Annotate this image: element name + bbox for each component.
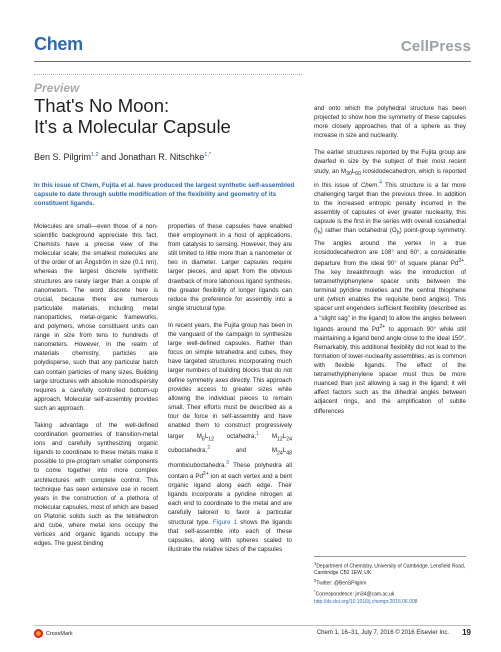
author-name: Ben S. Pilgrim: [34, 152, 92, 162]
text-run: These polyhedra all contain a Pd: [168, 461, 292, 481]
subscript: 12: [277, 436, 283, 443]
body-column-2: [168, 222, 292, 562]
subscript: 48: [286, 450, 292, 457]
reference-link[interactable]: 2: [207, 445, 211, 452]
footnote-doi: [314, 599, 466, 606]
paragraph: [168, 321, 292, 554]
figure-link[interactable]: Figure 1: [213, 518, 238, 526]
text-run: The earlier structures reported by the Fujita group are dwarfed in size by the subject of their most recent study, an M: [314, 149, 466, 175]
author-affiliation: 1,2: [91, 152, 99, 158]
author-list: [34, 152, 306, 162]
section-label: Preview: [34, 81, 80, 95]
text-run: and M: [210, 447, 278, 455]
text-run: In recent years, the Fujita group has been in the vanguard of the campaign to synthesize large well-defined capsules. Rather than focus on simple tetrahedra and cubes, they have targeted structures incorporating much larger numbers of building blocks that do not define symmetry axes directly. This approach provides access to greater sizes while allowing the individual pieces to remain small. Their efforts must be described as a tour de force in self-assembly and have enabled them to construct progressively larger M: [168, 321, 292, 441]
paragraph: and onto which the polyhedral structure has been projected to show how the symmetry of these capsules more closely approaches that of a sphere as they increase in size and nuclearity.: [314, 105, 466, 140]
reference-link[interactable]: 1: [256, 431, 259, 438]
text-run: to approach 90° while still maintaining a ligand bend angle close to the ideal 150°. Remarkably, this additional flexibility did not lead to the formation of lower-nuclearity assemblies, as is common with flexible ligands. The effect of the tetramethylphenylene spacer must thus be more nuanced than just allowing a sag in the ligand; it will affect factors such as the dihedral angles between adjacent rings, and the amplification of subtle differences: [314, 325, 466, 415]
subscript: h: [396, 230, 400, 237]
journal-name: Chem: [360, 181, 378, 189]
crossmark-badge[interactable]: [34, 629, 73, 638]
text-run: M: [258, 433, 278, 441]
paragraph: The earlier structures reported by the Fujita group are dwarfed in size by the subject of their most recent study, an $M_{30}L_{60}$ icosidodecahedron, which is reported in this issue of Chem.$^4$ This structure is a far more challenging target than the previous three. In addition to the increased entropic penalty incurred in the assembly of capsules of ever greater nuclearity, this capsule is the first in the series with overall icosahedral $(I_h)$ rather than octahedral $(O_h)$ point-group symmetry. The angles around the vertex in a true icosidodecahedron are 108° and 60°, a considerable departure from the ideal 90° of square planar $Pd^{2+}$. The key breakthrough was the introduction of tetramethylphenylene spacer units between the terminal pyridine moieties and the central thiophene unit (which enables the requisite bend angles). This spacer unit engenders sufficient flexibility (described as a "slight sag" in the ligand) to allow the angles between ligands around the $Pd^{2+}$ to approach 90° while still maintaining a ligand bend angle close to the ideal 150°. Remarkably, this additional flexibility did not lead to the formation of lower-nuclearity assemblies, as is common with flexible ligands. The effect of the tetramethylphenylene spacer must thus be more nuanced than just allowing a sag in the ligand; it will affect factors such as the dihedral angles between adjacent rings, and the amplification of subtle differences: [314, 149, 466, 415]
superscript: 2+: [458, 257, 465, 264]
subscript: 60: [355, 170, 362, 177]
page-number: 19: [462, 628, 471, 637]
doi-link[interactable]: http://dx.doi.org/10.1016/j.chempr.2016.06.008: [314, 599, 418, 606]
publisher-logo: CellPress: [400, 38, 471, 55]
superscript: 2+: [379, 323, 386, 330]
text-run: L: [351, 167, 356, 175]
footnote-affiliation: [314, 561, 466, 577]
text-run: ) rather than octahedral (O: [320, 227, 397, 235]
text-run: ) point-group symmetry. The angles around the vertex in a true icosidodecahedron are 108° and 60°, a considerable departure from the ideal 90° of square planar Pd: [314, 227, 466, 267]
text-run: icosidodecahedron, which is reported in this issue of: [314, 167, 466, 189]
paragraph: Molecules are small—even those of a non-scientific background appreciate this fact. Chemists have a precise view of the molecular scale; the smallest molecules are of the order of an Ångström in size (0.1 nm), whereas the largest discrete synthetic structures are rarely larger than a couple of nanometers. The word discrete here is crucial, because there are numerous particulate materials, including metal nanoparticles, metal-organic frameworks, and polymers, whose constituent units can range in size from tens to hundreds of nanometers. However, in the realm of materials chemistry, particles are polydisperse, such that any particular batch can contain particles of many sizes. Building large structures with absolute monodispersity requires a carefully controlled bottom-up approach. Molecular self-assembly provides such an approach.: [34, 223, 158, 412]
footnote-mark: 2: [314, 578, 317, 584]
author-affiliation: 1,*: [204, 152, 211, 158]
text-run: octahedra,: [213, 433, 257, 441]
crossmark-icon: [34, 629, 43, 638]
footnotes: [314, 561, 466, 607]
subscript: 24: [286, 436, 292, 443]
article-title: [34, 95, 304, 137]
text-run: ion at each vertex and a bent organic ligand along each edge. Their ligands incorporate a pyridine nitrogen at each end to coordinate to the metal and are carefully tailored to favor a particular structural type.: [168, 473, 292, 526]
section-divider: [34, 74, 302, 75]
body-column-1: [34, 222, 158, 556]
subscript: 30: [346, 170, 352, 177]
text-run: cuboctahedra,: [168, 447, 208, 455]
text-run: This structure is a far more challenging target than the previous three. In addition to the increased entropic penalty incurred in the assembly of capsules of ever greater nuclearity, this capsule is the first in the series with overall icosahedral (I: [314, 181, 466, 235]
subscript: 6: [201, 436, 205, 443]
footnote-text: Department of Chemistry, University of Cambridge, Lensfield Road, Cambridge CB2 1EW, UK: [314, 563, 466, 577]
superscript: 2+: [202, 471, 209, 477]
text-run: L: [204, 433, 209, 441]
text-run: . The key breakthrough was the introduction of tetramethylphenylene spacer units between the terminal pyridine moieties and the central thiophene unit (which enables the requisite bend angles). This spacer unit engenders sufficient flexibility (described as a "slight sag" in the ligand) to allow the angles between ligands around the Pd: [314, 260, 466, 333]
footnote-divider: [314, 556, 466, 557]
crossmark-label: CrossMark: [46, 630, 73, 637]
title-line-1: That's No Moon:: [34, 95, 170, 116]
header-divider: [34, 61, 471, 62]
reference-link[interactable]: 3: [226, 459, 230, 466]
footnote-text: Correspondence: jrn34@cam.ac.uk: [315, 591, 395, 598]
title-line-2: It's a Molecular Capsule: [34, 116, 231, 137]
body-column-3: [314, 104, 466, 424]
text-run: L: [282, 447, 287, 455]
text-run: L: [282, 433, 287, 441]
footnote-mark: *: [314, 588, 316, 594]
footnote-mark: 1: [314, 561, 317, 566]
journal-logo: Chem: [34, 34, 83, 54]
text-run: rhombicuboctahedra.: [168, 461, 227, 469]
lead-paragraph: In this issue of Chem, Fujita et al. have produced the largest synthetic self-assembled capsule to date through subtle modification of the flexibility and geometry of its constituent ligands.: [34, 182, 295, 207]
subscript: h: [317, 230, 321, 237]
citation-line: Chem 1, 16–31, July 7, 2016 © 2016 Elsevier Inc.: [316, 630, 449, 636]
footnote-twitter: [314, 578, 466, 587]
author-separator: and: [98, 152, 119, 162]
paragraph: Taking advantage of the well-defined coordination geometries of transition-metal ions and carefully synthesizing organic ligands to coordinate to these metals make it possible to pre-program smaller components to come together into more complex architectures with complete control. This technique has seen extensive use in recent years in the construction of a plethora of molecular capsules, most of which are based on Platonic solids such as the tetrahedron and cube, where metal ions occupy the vertices and organic ligands occupy the edges. The guest binding: [34, 421, 158, 548]
author-name: Jonathan R. Nitschke: [118, 152, 205, 162]
subscript: 12: [208, 436, 214, 443]
footnote-text: Twitter: @BenSPilgrim: [316, 580, 367, 587]
footnote-correspondence: [314, 589, 466, 598]
reference-link[interactable]: 4: [379, 179, 382, 186]
paragraph: properties of these capsules have enabled their employment in a host of applications, from catalysis to sensing. However, they are still limited to little more than a nanometer or two in diameter. Larger capsules require larger pieces, and apart from the obvious drawback of more laborious ligand synthesis, the greater flexibility of longer ligands can reduce the preference for assembly into a single structural type.: [168, 223, 292, 312]
footer-divider: [34, 625, 471, 626]
subscript: 24: [277, 450, 283, 457]
text-run: shows the ligands that self-assemble into each of these capsules, along with spheres scaled to illustrate the relative sizes of the capsules: [168, 518, 292, 553]
